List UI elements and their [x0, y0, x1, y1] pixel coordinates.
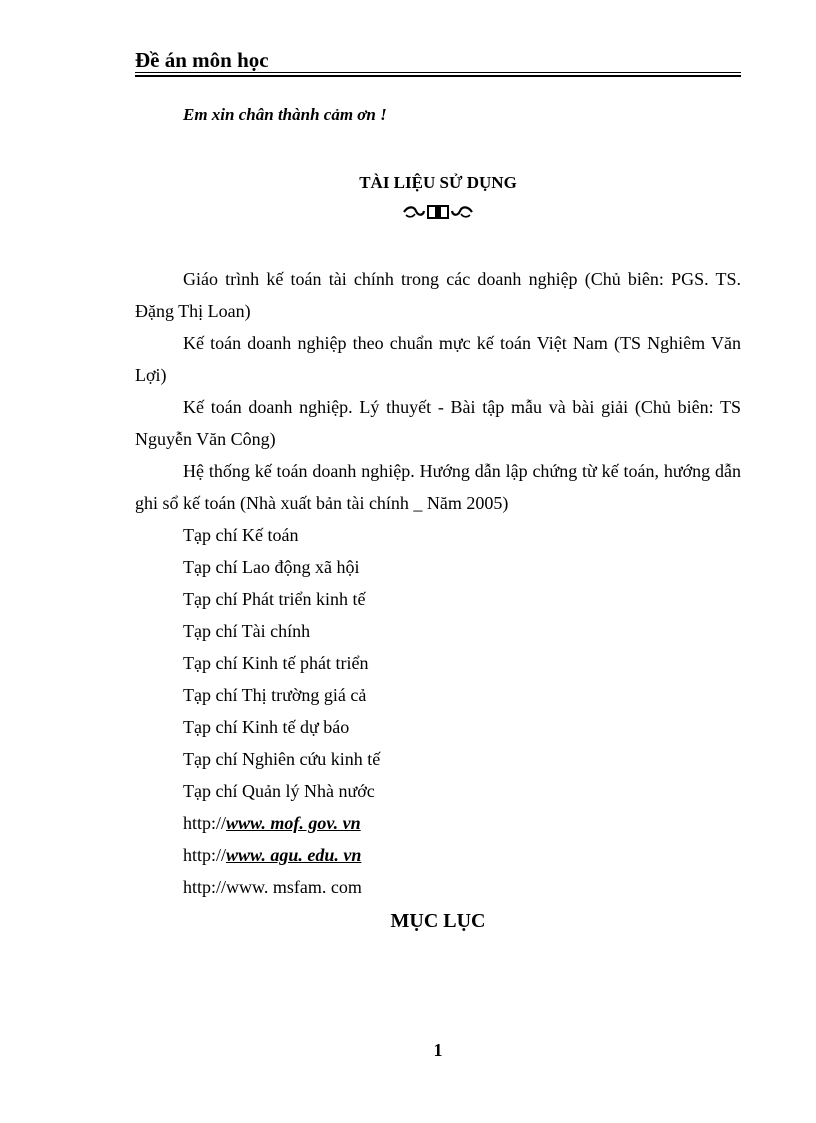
page-number: 1 — [433, 1040, 443, 1060]
journal-item: Tạp chí Quản lý Nhà nước — [183, 781, 375, 801]
book-with-flourishes-icon — [400, 203, 476, 220]
journal-item: Tạp chí Phát triển kinh tế — [183, 589, 366, 609]
header-title: Đề án môn học — [135, 48, 269, 72]
toc-title: MỤC LỤC — [390, 910, 486, 932]
link-item[interactable] — [183, 839, 361, 871]
link-item[interactable] — [183, 807, 361, 839]
reference-item: Kế toán doanh nghiệp theo chuẩn mực kế toán Việt Nam (TS Nghiêm Văn Lợi) — [135, 333, 741, 385]
journal-item: Tạp chí Lao động xã hội — [183, 557, 360, 577]
header-divider-thin — [135, 72, 741, 73]
reference-item: Giáo trình kế toán tài chính trong các doanh nghiệp (Chủ biên: PGS. TS. Đặng Thị Loan) — [135, 269, 741, 321]
references-title: TÀI LIỆU SỬ DỤNG — [359, 173, 517, 192]
journal-item: Tạp chí Thị trường giá cả — [183, 685, 367, 705]
reference-item: Hệ thống kế toán doanh nghiệp. Hướng dẫn lập chứng từ kế toán, hướng dẫn ghi sổ kế toán (Nhà xuất bản tài chính _ Năm 2005) — [135, 461, 741, 513]
link-url[interactable]: www. agu. edu. vn — [226, 845, 362, 865]
header-divider-thick — [135, 75, 741, 77]
link-item — [183, 871, 362, 903]
journal-item: Tạp chí Kế toán — [183, 525, 299, 545]
journal-item: Tạp chí Kinh tế phát triển — [183, 653, 369, 673]
thanks-text: Em xin chân thành cảm ơn ! — [183, 105, 387, 124]
journal-item: Tạp chí Nghiên cứu kinh tế — [183, 749, 381, 769]
journal-item: Tạp chí Tài chính — [183, 621, 311, 641]
ornament — [135, 203, 741, 221]
link-prefix: http:// — [183, 813, 227, 833]
link-url: http://www. msfam. com — [183, 877, 362, 897]
link-url[interactable]: www. mof. gov. vn — [226, 813, 361, 833]
journal-item: Tạp chí Kinh tế dự báo — [183, 717, 350, 737]
reference-item: Kế toán doanh nghiệp. Lý thuyết - Bài tập mẫu và bài giải (Chủ biên: TS Nguyễn Văn Công) — [135, 397, 741, 449]
link-prefix: http:// — [183, 845, 227, 865]
